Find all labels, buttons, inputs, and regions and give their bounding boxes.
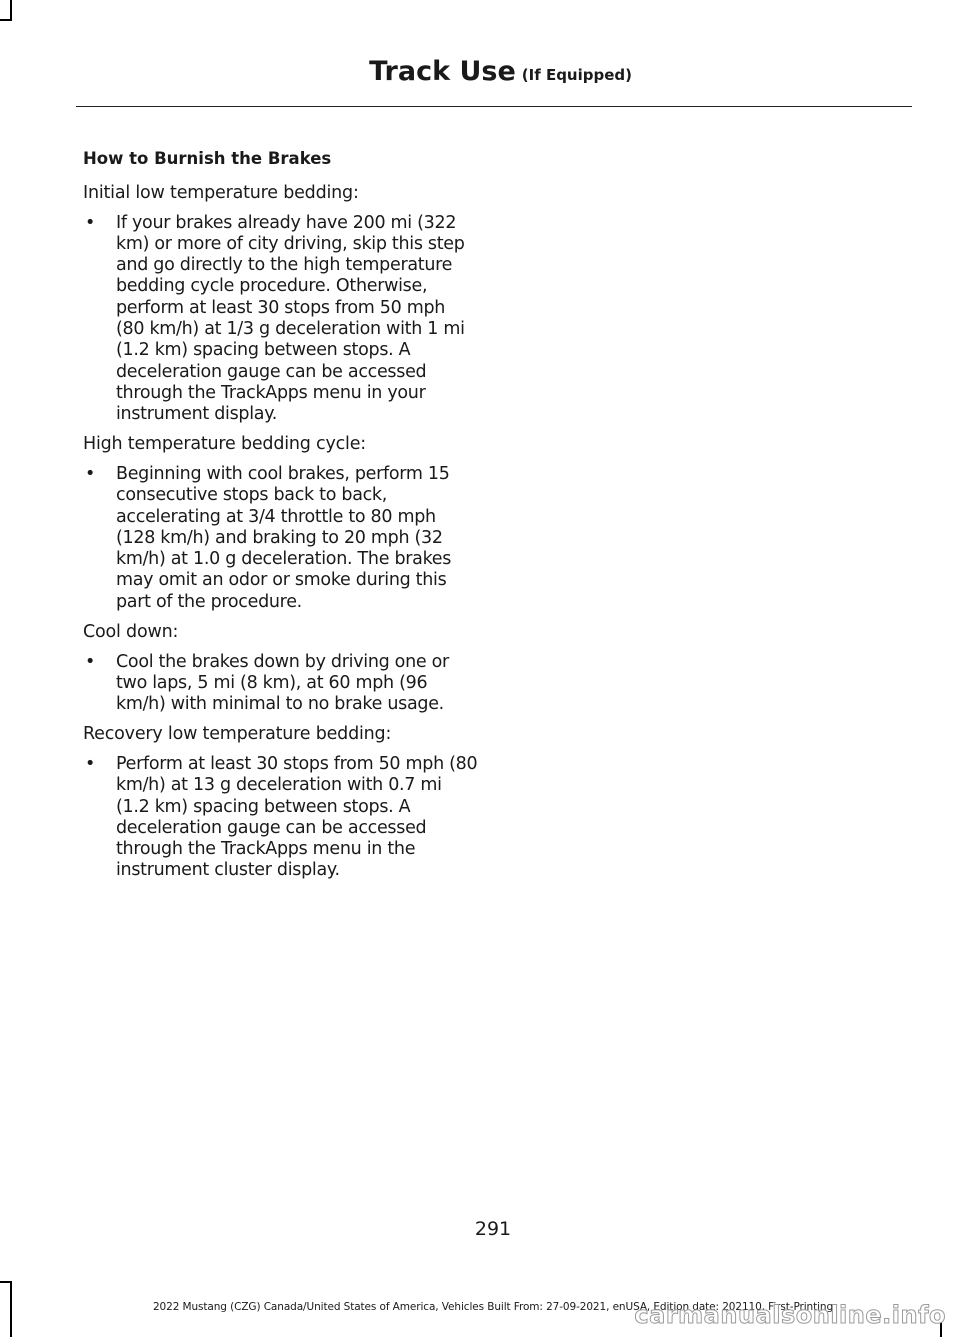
- crop-mark-top-left-horizontal: [0, 19, 12, 21]
- main-content: [83, 147, 478, 891]
- crop-mark-bottom-left-horizontal: [0, 1281, 12, 1283]
- bullet-text: Beginning with cool brakes, perform 15 consecutive stops back to back, accelerating at 3/4 throttle to 80 mph (128 km/h) and braking to 20 mph (32 km/h) at 1.0 g deceleration. The brakes may omit an odor or smoke during this part of the procedure.: [116, 463, 452, 612]
- bullet-text: Perform at least 30 stops from 50 mph (80 km/h) at 13 g deceleration with 0.7 mi (1.2 km) spacing between stops. A deceleration gauge can be accessed through the TrackApps menu in the instrument cluster display.: [116, 753, 478, 881]
- block-label-recovery: Recovery low temperature bedding:: [83, 724, 392, 745]
- header-subtitle: (If Equipped): [521, 66, 632, 84]
- page-header: [369, 56, 632, 87]
- block-label-cool-down: Cool down:: [83, 622, 179, 643]
- section-heading: How to Burnish the Brakes: [83, 149, 332, 168]
- bullet-text: If your brakes already have 200 mi (322 km) or more of city driving, skip this step and go directly to the high temperature bedding cycle procedure. Otherwise, perform at least 30 stops from 50 mph (80 km/h) at 1/3 g deceleration with 1 mi (1.2 km) spacing between stops. A deceleration gauge can be accessed through the TrackApps menu in your instrument display.: [116, 212, 465, 425]
- block-label-initial: Initial low temperature bedding:: [83, 183, 359, 203]
- footer-text: 2022 Mustang (CZG) Canada/United States of America, Vehicles Built From: 27-09-2021, enUSA, Edition date: 202110, First-Printing: [152, 1301, 834, 1313]
- page-number: 291: [474, 1218, 512, 1240]
- bullet-mark: •: [85, 463, 96, 484]
- header-divider: [76, 106, 912, 107]
- bullet-mark: •: [85, 753, 96, 774]
- bullet-mark: •: [85, 651, 96, 672]
- bullet-mark: •: [85, 212, 96, 233]
- bullet-item-cool-down: [83, 652, 478, 716]
- crop-mark-top-left-vertical: [10, 0, 12, 20]
- header-title: Track Use: [369, 56, 516, 87]
- bullet-item-initial: [83, 213, 478, 426]
- block-label-high-temp: High temperature bedding cycle:: [83, 434, 366, 455]
- bullet-item-recovery: [83, 754, 478, 882]
- bullet-text: Cool the brakes down by driving one or two laps, 5 mi (8 km), at 60 mph (96 km/h) with minimal to no brake usage.: [116, 651, 449, 715]
- watermark: carmanualsonline.info: [634, 1301, 946, 1329]
- bullet-item-high-temp: [83, 464, 478, 613]
